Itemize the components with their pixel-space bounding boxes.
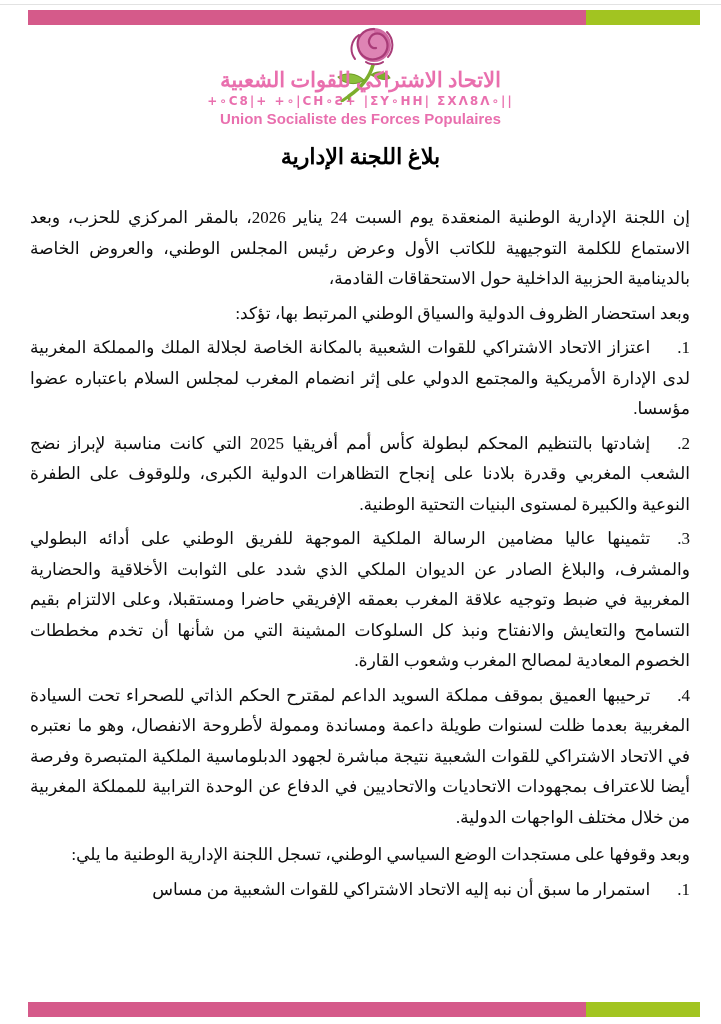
closing-paragraph: وبعد وقوفها على مستجدات الوضع السياسي الوطني، تسجل اللجنة الإدارية الوطنية ما يلي: — [71, 845, 690, 864]
party-logo — [0, 68, 721, 128]
resolution-number-4: 4. — [677, 685, 690, 705]
party-name-tifinagh: +∘C8|+ +∘|CH∘Ƨ+ |ΣY∘HH| ΣXΛ8Λ∘|| — [207, 94, 514, 109]
resolution-text-3: تثمينها عاليا مضامين الرسالة الملكية الموجهة للفريق الوطني على أدائه البطولي والمشرف، والبلاغ الصادر عن الديوان الملكي الذي شدد على الثوابت الأخلاقية والحضارية المغربية في ضبط وتوجيه علاقة المغرب بعمقه الإفريقي حاضرا ومستقبلا، وعلى الالتزام بقيم التسامح والتعايش والانفتاح ونبذ كل السلوكات المشينة التي من شأنها أن تخدم مخططات الخصوم المعادية لمصالح المغرب وشعوب القارة. — [30, 529, 690, 670]
document-body — [30, 203, 690, 909]
resolution-number-1: 1. — [677, 338, 690, 357]
accent-bar-green-segment — [586, 1002, 700, 1017]
intro-paragraph-2: وبعد استحضار الظروف الدولية والسياق الوطني المرتبط بها، تؤكد: — [235, 303, 690, 323]
footer-accent-bar — [28, 1002, 700, 1017]
resolution-text-1: اعتزاز الاتحاد الاشتراكي للقوات الشعبية بالمكانة الخاصة لجلالة الملك والمملكة المغربية لدى الإدارة الأمريكية والمجتمع الدولي على إثر انضمام المغرب لمجلس السلام باعتباره عضوا مؤسسا. — [30, 338, 690, 418]
resolution-item-3 — [30, 524, 690, 677]
accent-bar-pink-segment — [28, 1002, 586, 1017]
accent-bar-pink-segment — [28, 10, 586, 25]
resolution-number-3: 3. — [677, 529, 690, 548]
document-title: بلاغ اللجنة الإدارية — [280, 144, 441, 169]
resolution-item-2 — [30, 429, 690, 521]
accent-bar-green-segment — [586, 10, 700, 25]
resolution-item-4 — [30, 681, 690, 834]
resolution-number-2: 2. — [677, 433, 690, 453]
resolution-text-2: إشادتها بالتنظيم المحكم لبطولة كأس أمم أفريقيا 2025 التي كانت مناسبة لإبراز نضج الشعب المغربي وقدرة بلادنا على إنجاح التظاهرات الدولية الكبرى، وللوقوف على الطفرة النوعية والكبيرة لمستوى البنيات التحتية الوطنية. — [30, 433, 690, 514]
page-top-rule — [0, 4, 721, 5]
party-name-arabic: الاتحاد الاشتراكي للقوات الشعبية — [220, 68, 501, 92]
party-name-french: Union Socialiste des Forces Populaires — [220, 110, 501, 128]
followup-item-1 — [30, 875, 690, 906]
resolution-text-4: ترحيبها العميق بموقف مملكة السويد الداعم لمقترح الحكم الذاتي للصحراء تحت السيادة المغربية بعدما ظلت لسنوات طويلة داعمة ومساندة وممولة لأطروحة الانفصال، وهو ما نعتبره في الاتحاد الاشتراكي للقوات الشعبية نتيجة مباشرة لجهود الدبلوماسية الملكية المتبصرة وفرصة أيضا للاعتراف بمجهودات الاتحاديات والاتحاديين في الدفاع عن الوحدة الترابية للمملكة المغربية من خلال مختلف الواجهات الدولية. — [30, 685, 690, 827]
intro-paragraph-1: إن اللجنة الإدارية الوطنية المنعقدة يوم السبت 24 يناير 2026، بالمقر المركزي للحزب، وبعد الاستماع للكلمة التوجيهية للكاتب الأول وعرض رئيس المجلس الوطني، والعروض الخاصة بالدينامية الحزبية الداخلية حول الاستحقاقات القادمة، — [30, 208, 690, 288]
followup-number-1: 1. — [677, 879, 690, 899]
resolution-item-1 — [30, 333, 690, 425]
followup-text-1: استمرار ما سبق أن نبه إليه الاتحاد الاشتراكي للقوات الشعبية من مساس — [152, 879, 651, 899]
